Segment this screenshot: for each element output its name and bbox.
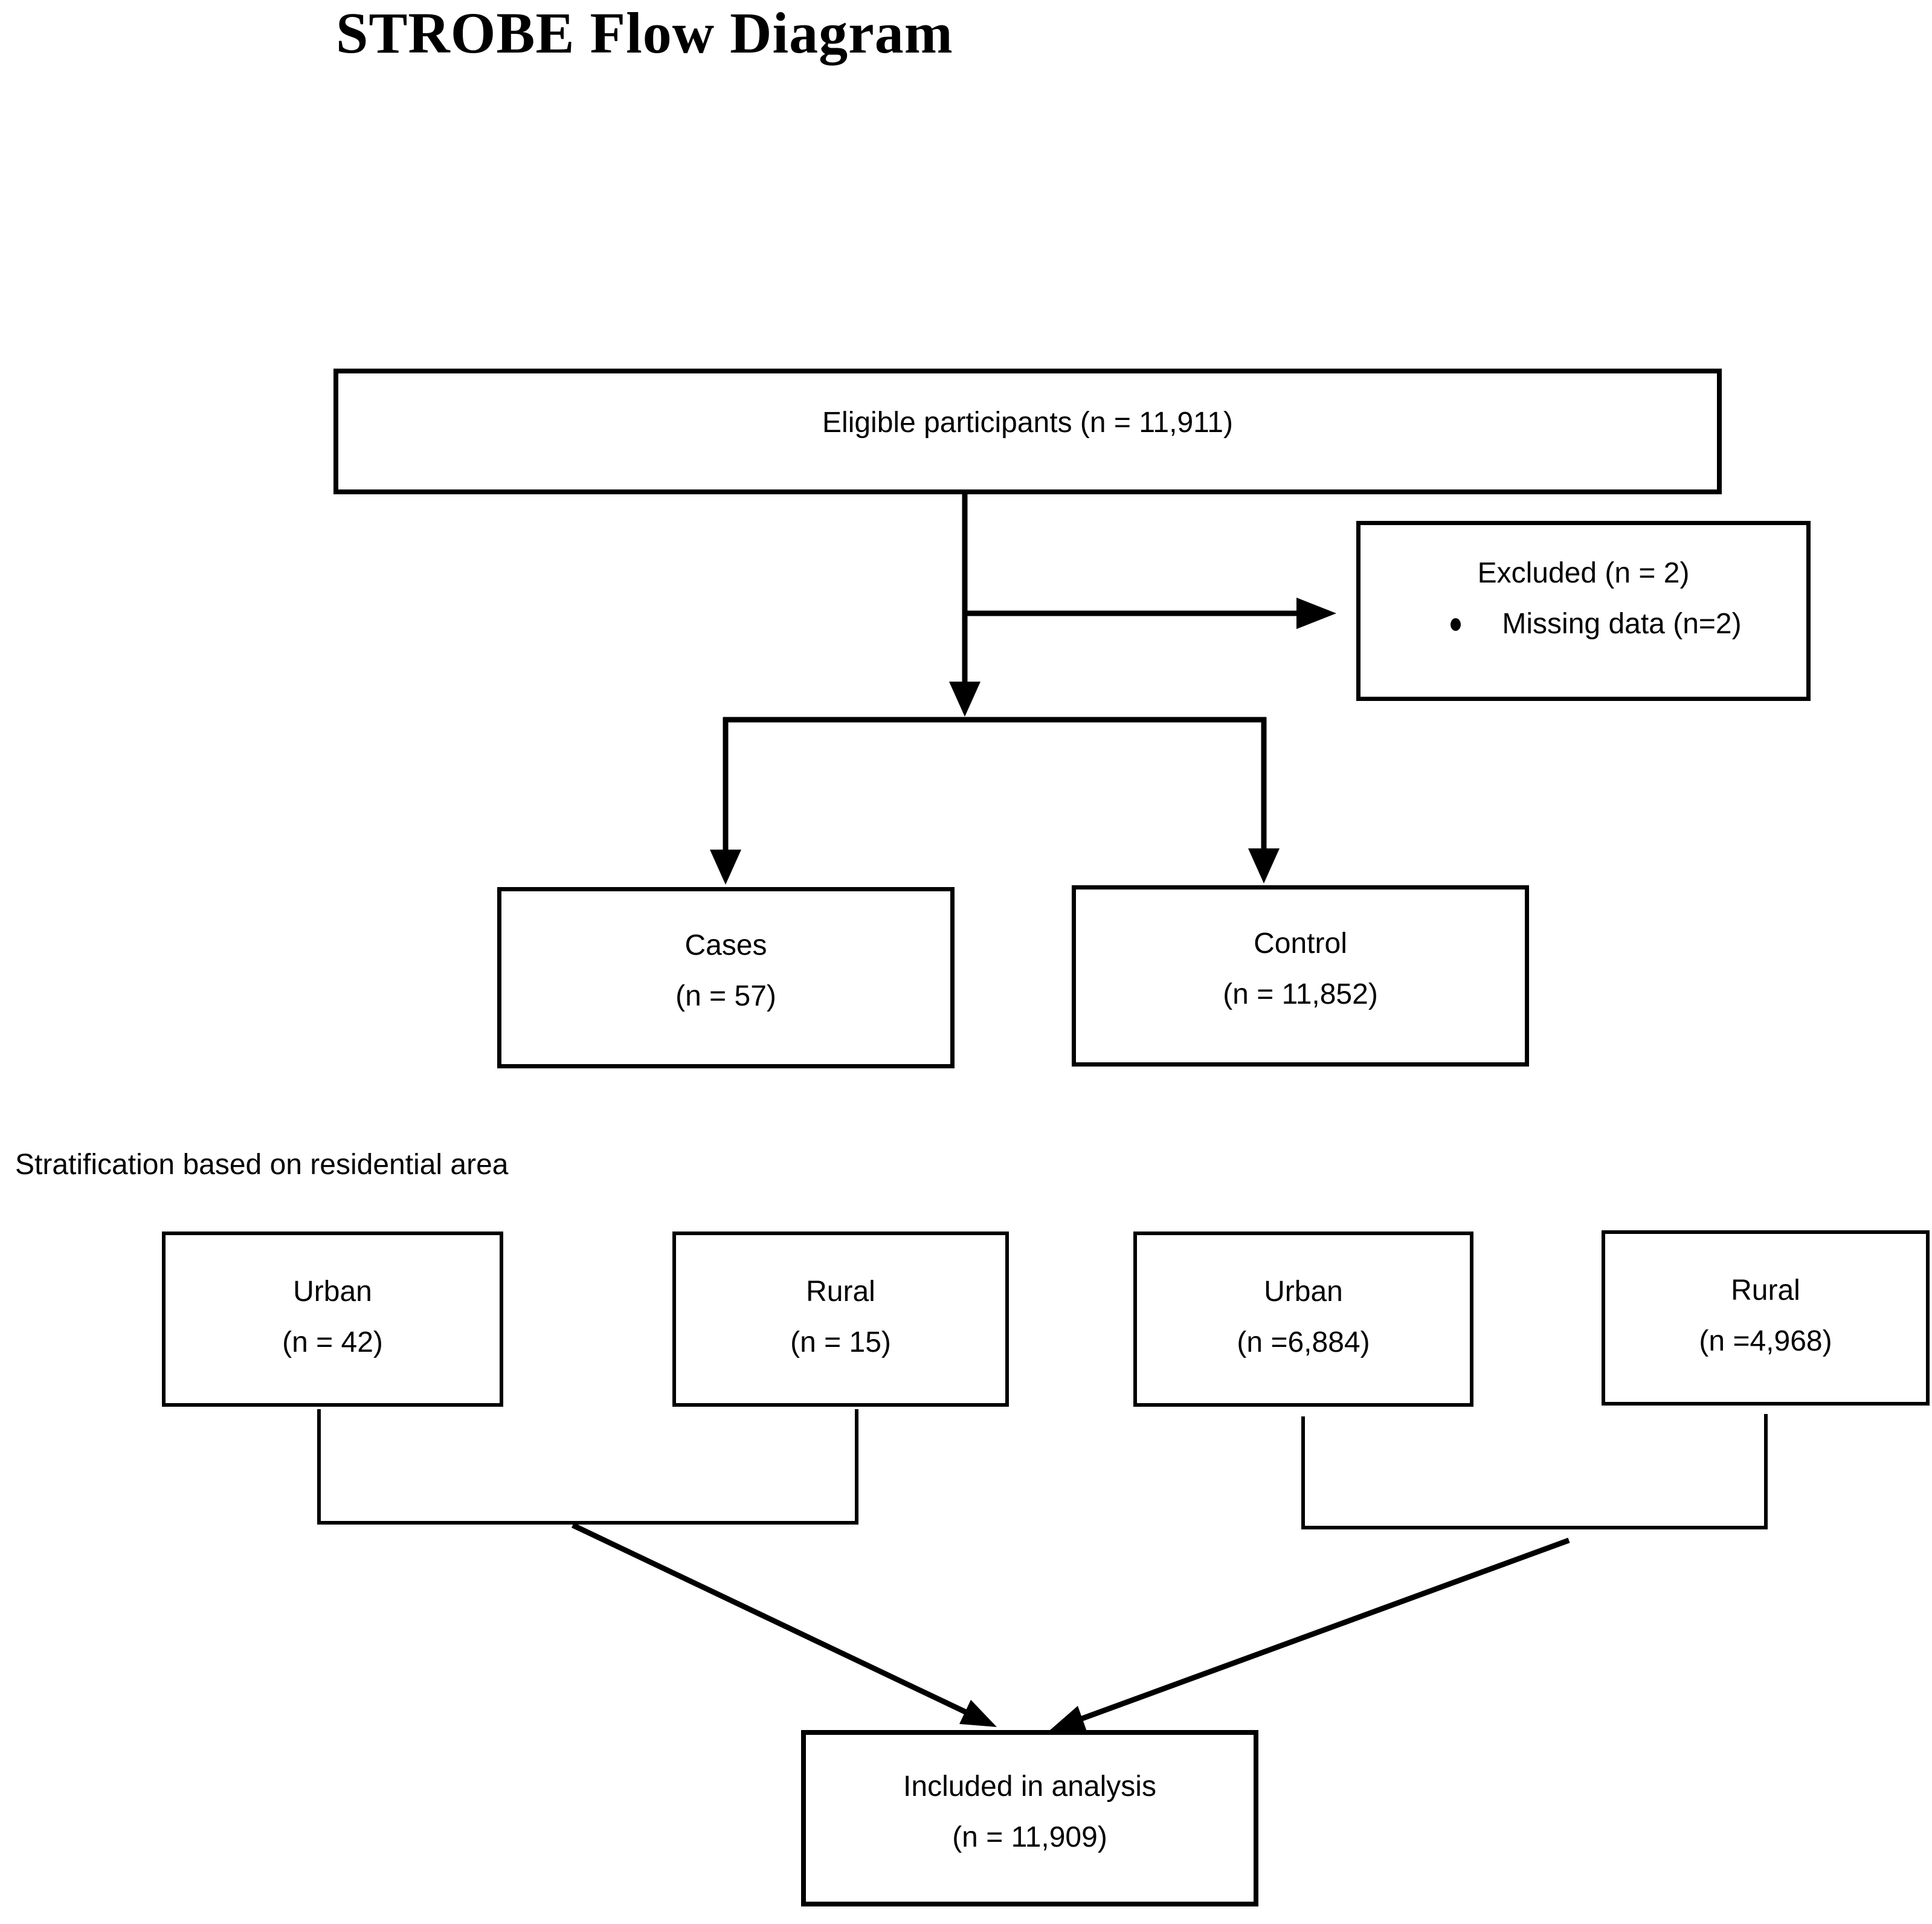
excluded-box bbox=[1356, 521, 1811, 701]
arrowhead-control-down bbox=[1248, 848, 1280, 883]
urban-cases-count: (n = 42) bbox=[282, 1326, 383, 1358]
excluded-bullet-text: Missing data (n=2) bbox=[1502, 608, 1742, 640]
eligible-participants-label: Eligible participants (n = 11,911) bbox=[822, 407, 1233, 439]
arrowhead-cases-down bbox=[710, 850, 741, 885]
excluded-bullet-item bbox=[1451, 599, 1741, 650]
urban-cases-box bbox=[162, 1232, 503, 1407]
rural-cases-box bbox=[672, 1232, 1009, 1407]
eligible-participants-box bbox=[333, 369, 1722, 494]
urban-control-box bbox=[1133, 1232, 1473, 1407]
stratification-label: Stratification based on residential area bbox=[15, 1149, 509, 1181]
rural-control-count: (n =4,968) bbox=[1699, 1325, 1832, 1357]
included-label: Included in analysis bbox=[903, 1771, 1156, 1803]
control-label: Control bbox=[1254, 928, 1347, 960]
arrowhead-excluded-right bbox=[1296, 598, 1336, 629]
rural-control-box bbox=[1602, 1230, 1930, 1406]
included-count: (n = 11,909) bbox=[952, 1821, 1107, 1853]
arrowhead-split-down bbox=[949, 682, 980, 717]
included-in-analysis-box bbox=[801, 1730, 1258, 1906]
diagram-title: STROBE Flow Diagram bbox=[336, 1, 953, 65]
cases-label: Cases bbox=[684, 929, 767, 961]
control-box bbox=[1072, 885, 1529, 1067]
arrowhead-included-right bbox=[1049, 1706, 1087, 1731]
line-control-to-included bbox=[1082, 1540, 1569, 1719]
rural-control-label: Rural bbox=[1731, 1274, 1800, 1306]
excluded-title: Excluded (n = 2) bbox=[1477, 557, 1690, 589]
rural-cases-count: (n = 15) bbox=[790, 1326, 891, 1358]
urban-control-label: Urban bbox=[1264, 1276, 1343, 1308]
urban-control-count: (n =6,884) bbox=[1237, 1326, 1370, 1358]
control-count: (n = 11,852) bbox=[1223, 978, 1378, 1010]
cases-box bbox=[497, 887, 955, 1068]
arrowhead-included-left bbox=[959, 1700, 997, 1727]
urban-cases-label: Urban bbox=[293, 1276, 372, 1308]
line-cases-to-included bbox=[573, 1525, 965, 1712]
cases-count: (n = 57) bbox=[675, 980, 776, 1012]
rural-cases-label: Rural bbox=[806, 1276, 875, 1308]
bullet-icon bbox=[1451, 618, 1461, 631]
